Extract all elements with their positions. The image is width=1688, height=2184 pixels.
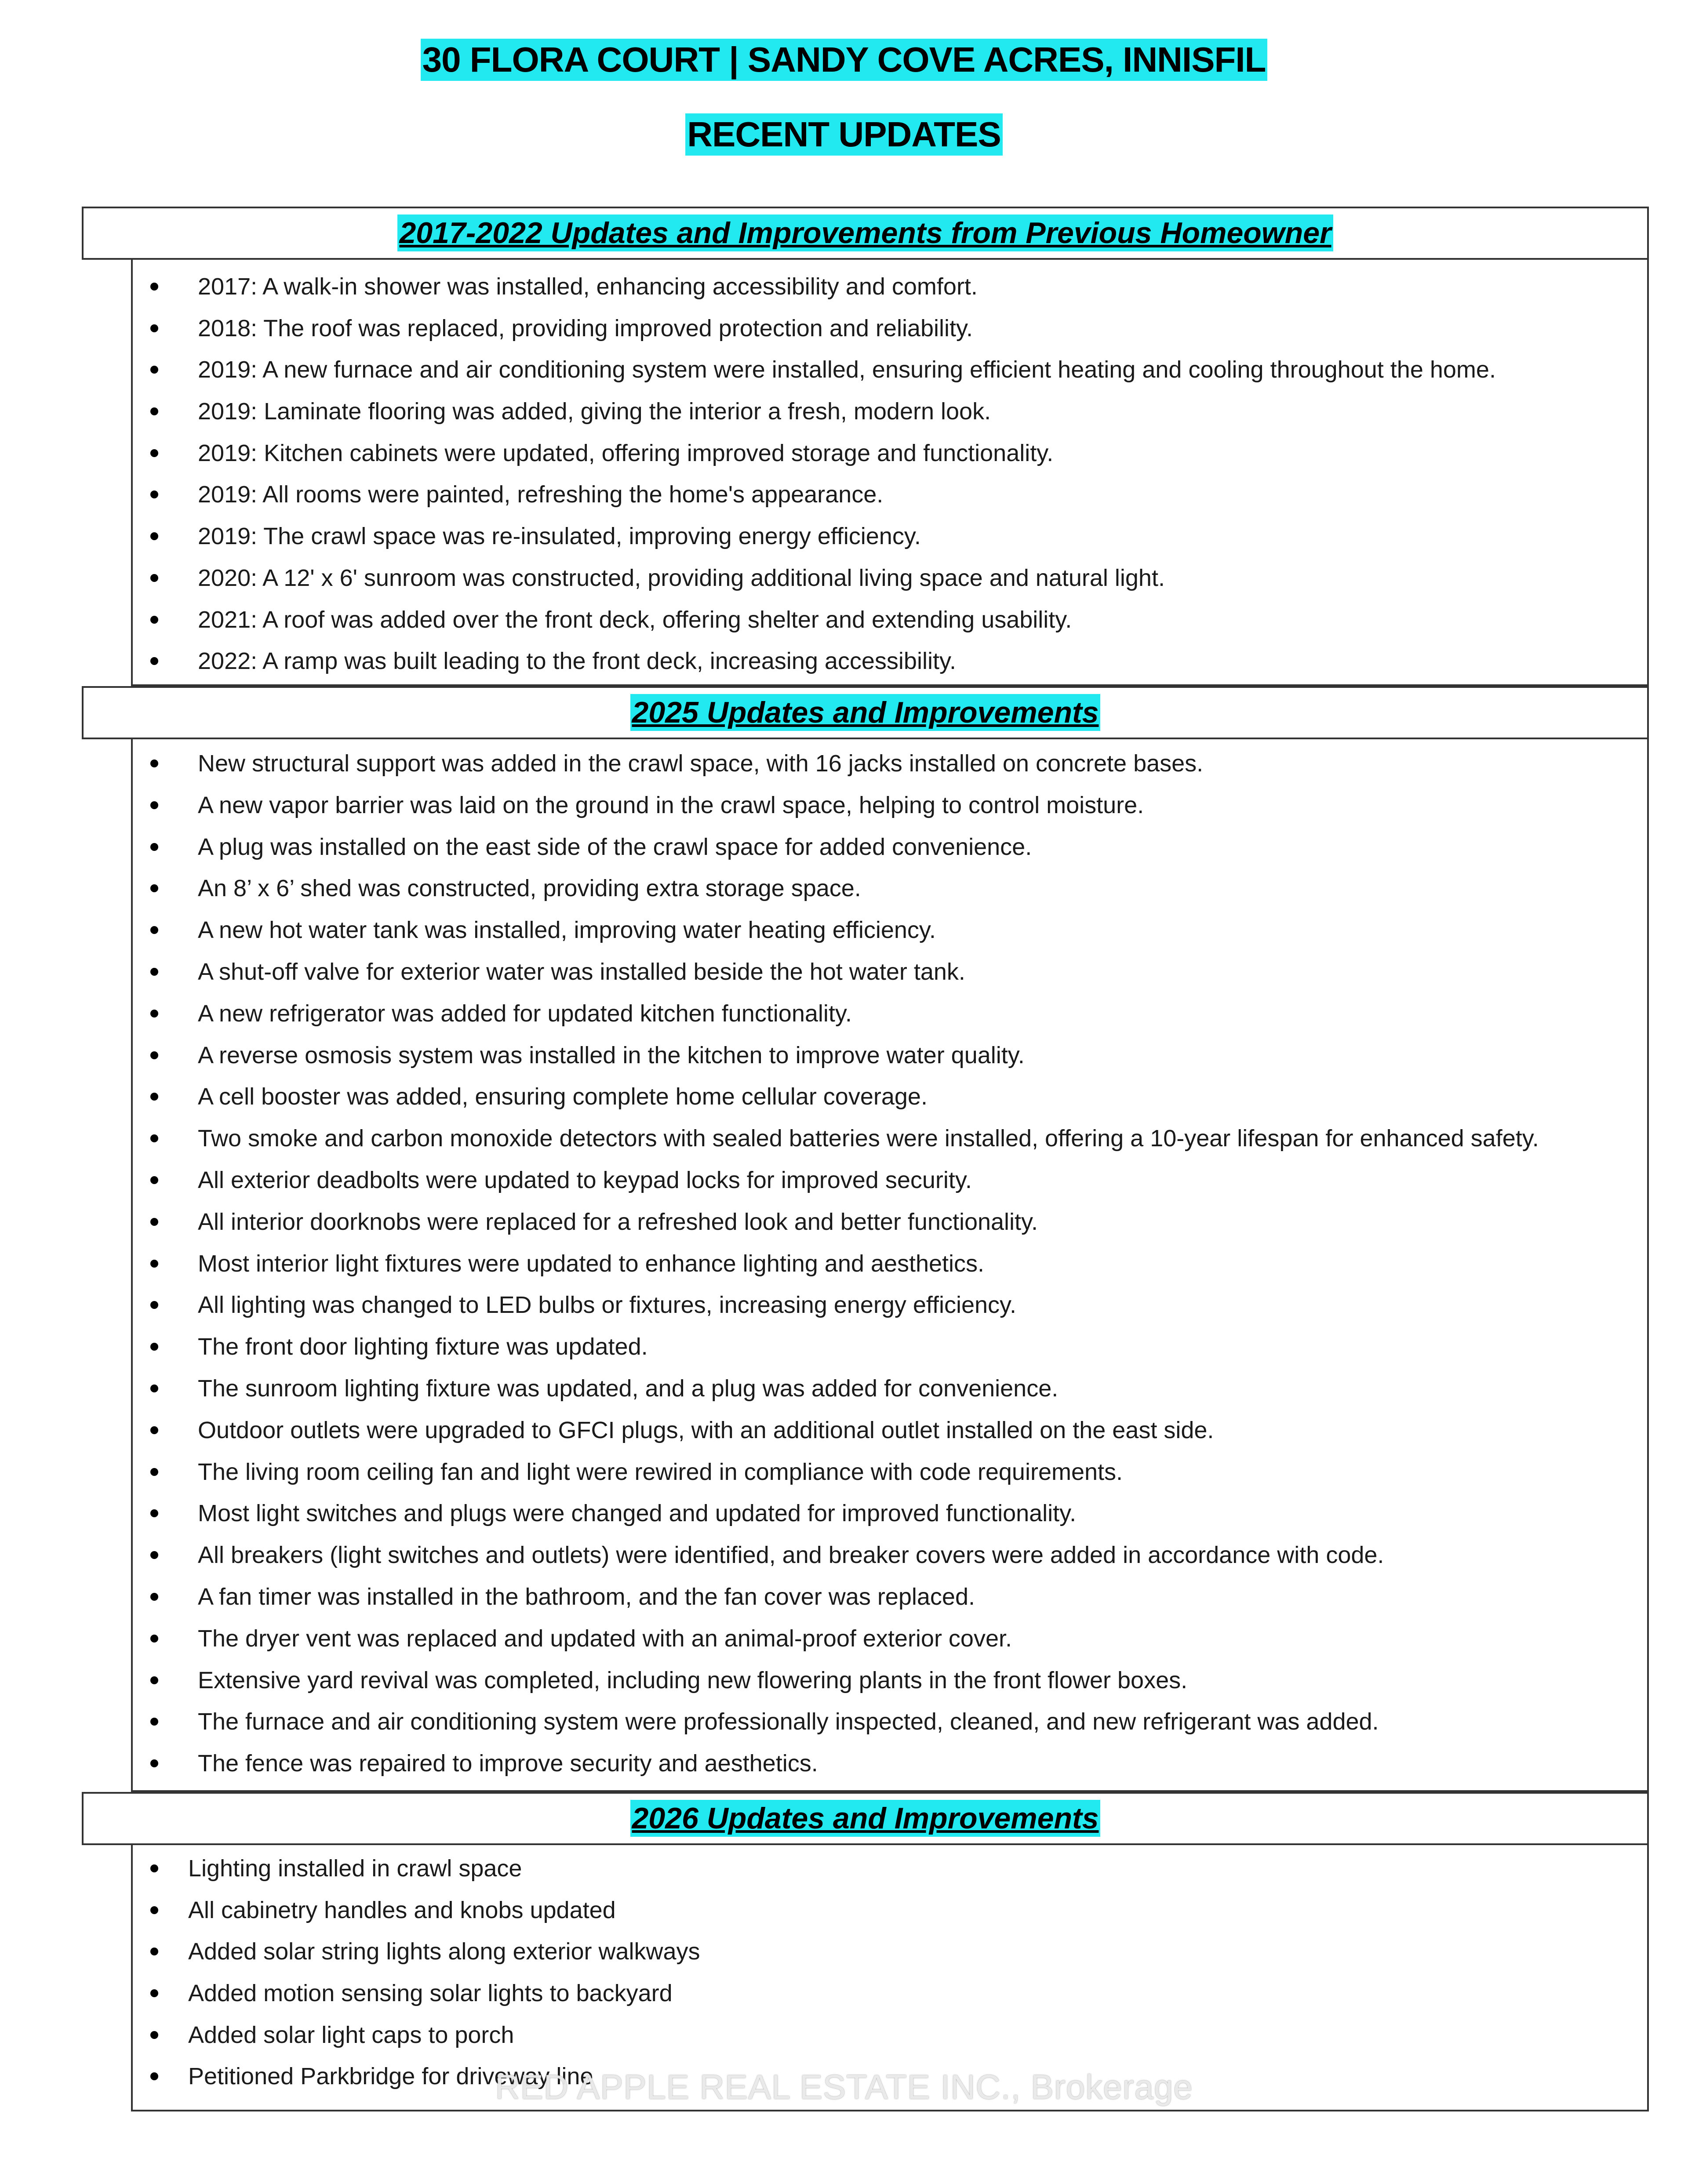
list-item-text: 2019: Laminate flooring was added, giving the interior a fresh, modern look. [198,398,991,425]
bullet-icon [150,1948,158,1955]
list-item-text: The fence was repaired to improve security and aesthetics. [198,1750,818,1777]
bullet-icon [150,1426,158,1434]
list-item [133,1620,1647,1661]
bullet-icon [150,1260,158,1268]
bullet-icon [150,1759,158,1767]
document-subtitle [0,113,1688,156]
list-item [133,745,1647,786]
bullet-icon [150,366,158,374]
list-item [133,1974,1647,2016]
bullet-icon [150,926,158,934]
section-header-2025 [82,686,1649,739]
bullet-icon [150,1718,158,1726]
list-item [133,517,1647,559]
bullet-icon [150,1989,158,1997]
section-header-2017-2022 [82,207,1649,260]
list-item [133,1328,1647,1370]
recent-updates-title: RECENT UPDATES [685,113,1002,156]
bullet-icon [150,1676,158,1684]
section-body-2017-2022 [131,260,1649,686]
list-item [133,953,1647,995]
list-item [133,1578,1647,1620]
list-item [133,268,1647,309]
bullet-icon [150,1509,158,1517]
bullet-icon [150,884,158,892]
bullet-icon [150,801,158,809]
list-item-text: The furnace and air conditioning system were professionally inspected, cleaned, and new refrigerant was added. [198,1708,1379,1735]
bullet-icon [150,324,158,332]
list-item-text: The living room ceiling fan and light were rewired in compliance with code requirements. [198,1458,1123,1485]
list-item-text: Two smoke and carbon monoxide detectors with sealed batteries were installed, offering a 10-year lifespan for enhanced safety. [198,1125,1539,1152]
list-item [133,351,1647,392]
section-heading: 2017-2022 Updates and Improvements from Previous Homeowner [397,214,1333,251]
list-item [133,1536,1647,1578]
list-item-text: A new refrigerator was added for updated kitchen functionality. [198,1000,852,1027]
bullet-icon [150,1635,158,1643]
bullet-icon [150,843,158,851]
list-item-text: Petitioned Parkbridge for driveway line [188,2063,593,2090]
list-item [133,1286,1647,1328]
list-item-text: The dryer vent was replaced and updated with an animal-proof exterior cover. [198,1625,1012,1652]
list-item [133,1453,1647,1495]
list-item-text: Added solar light caps to porch [188,2021,514,2048]
bullet-icon [150,968,158,976]
list-item-text: 2019: All rooms were painted, refreshing the home's appearance. [198,481,884,508]
bullet-icon [150,1051,158,1059]
list-item [133,786,1647,828]
list-item-text: 2018: The roof was replaced, providing improved protection and reliability. [198,315,973,342]
list-item-text: Added solar string lights along exterior walkways [188,1938,700,1965]
list-item-text: 2017: A walk-in shower was installed, enhancing accessibility and comfort. [198,273,978,300]
list-item-text: A reverse osmosis system was installed in the kitchen to improve water quality. [198,1042,1025,1068]
list-item [133,995,1647,1036]
list-item [133,869,1647,911]
list-item-text: All interior doorknobs were replaced for a refreshed look and better functionality. [198,1208,1038,1235]
update-list [133,739,1647,1786]
list-item-text: A fan timer was installed in the bathroom, and the fan cover was replaced. [198,1583,975,1610]
bullet-icon [150,449,158,457]
address-title: 30 FLORA COURT | SANDY COVE ACRES, INNISFIL [421,39,1268,81]
bullet-icon [150,1093,158,1101]
list-item-text: A new vapor barrier was laid on the ground in the crawl space, helping to control moisture. [198,792,1144,818]
list-item-text: A new hot water tank was installed, improving water heating efficiency. [198,917,936,944]
list-item-text: Added motion sensing solar lights to backyard [188,1980,673,2007]
list-item-text: Outdoor outlets were upgraded to GFCI plugs, with an additional outlet installed on the east side. [198,1417,1214,1443]
list-item-text: The sunroom lighting fixture was updated, and a plug was added for convenience. [198,1375,1059,1402]
list-item [133,1245,1647,1286]
list-item [133,1203,1647,1245]
bullet-icon [150,1906,158,1914]
list-item-text: A shut-off valve for exterior water was installed beside the hot water tank. [198,958,965,985]
update-list [133,1845,1647,2099]
list-item-text: Most light switches and plugs were changed and updated for improved functionality. [198,1500,1077,1527]
bullet-icon [150,1468,158,1476]
list-item-text: 2022: A ramp was built leading to the front deck, increasing accessibility. [198,648,956,675]
bullet-icon [150,1864,158,1872]
list-item-text: A cell booster was added, ensuring complete home cellular coverage. [198,1083,928,1110]
list-item-text: 2020: A 12' x 6' sunroom was constructed, providing additional living space and natural light. [198,564,1165,591]
section-heading: 2026 Updates and Improvements [630,1800,1101,1837]
update-list [133,260,1647,684]
list-item [133,1703,1647,1744]
list-item-text: New structural support was added in the crawl space, with 16 jacks installed on concrete bases. [198,750,1204,777]
bullet-icon [150,1593,158,1601]
bullet-icon [150,1176,158,1184]
bullet-icon [150,1134,158,1142]
list-item [133,1850,1647,1891]
list-item-text: Extensive yard revival was completed, including new flowering plants in the front flower boxes. [198,1667,1188,1693]
bullet-icon [150,532,158,540]
list-item-text: All cabinetry handles and knobs updated [188,1897,616,1923]
bullet-icon [150,1010,158,1018]
list-item-text: The front door lighting fixture was updated. [198,1334,648,1360]
list-item-text: An 8’ x 6’ shed was constructed, providing extra storage space. [198,875,861,902]
document-title [0,39,1688,81]
bullet-icon [150,1343,158,1351]
list-item-text: 2019: The crawl space was re-insulated, improving energy efficiency. [198,523,921,550]
list-item [133,559,1647,601]
list-item [133,309,1647,351]
bullet-icon [150,759,158,767]
list-item [133,1744,1647,1786]
section-heading: 2025 Updates and Improvements [630,694,1101,731]
list-item-text: 2021: A roof was added over the front deck, offering shelter and extending usability. [198,606,1072,633]
list-item [133,1891,1647,1933]
list-item [133,1036,1647,1078]
bullet-icon [150,2031,158,2039]
list-item [133,1119,1647,1161]
section-body-2025 [131,739,1649,1792]
list-item [133,1078,1647,1119]
list-item [133,1494,1647,1536]
section-header-2026 [82,1792,1649,1845]
brokerage-watermark: RED APPLE REAL ESTATE INC., Brokerage [495,2068,1193,2106]
bullet-icon [150,1551,158,1559]
list-item [133,434,1647,476]
list-item-text: A plug was installed on the east side of the crawl space for added convenience. [198,833,1032,860]
list-item [133,1161,1647,1203]
list-item-text: 2019: A new furnace and air conditioning system were installed, ensuring efficient heating and cooling throughout the home. [198,356,1496,383]
list-item [133,1370,1647,1411]
bullet-icon [150,1218,158,1226]
list-item-text: All lighting was changed to LED bulbs or fixtures, increasing energy efficiency. [198,1292,1016,1319]
list-item [133,1933,1647,1974]
list-item-text: Most interior light fixtures were updated to enhance lighting and aesthetics. [198,1250,985,1277]
bullet-icon [150,491,158,498]
bullet-icon [150,283,158,291]
list-item [133,642,1647,684]
list-item [133,2016,1647,2058]
bullet-icon [150,1301,158,1309]
list-item-text: All exterior deadbolts were updated to keypad locks for improved security. [198,1166,972,1193]
bullet-icon [150,657,158,665]
list-item [133,1661,1647,1703]
list-item [133,911,1647,953]
bullet-icon [150,407,158,415]
list-item [133,828,1647,870]
list-item [133,476,1647,517]
list-item [133,601,1647,643]
list-item-text: 2019: Kitchen cabinets were updated, offering improved storage and functionality. [198,440,1054,466]
bullet-icon [150,1385,158,1392]
list-item [133,1411,1647,1453]
bullet-icon [150,616,158,624]
list-item-text: All breakers (light switches and outlets) were identified, and breaker covers were added in accordance with code. [198,1542,1384,1569]
bullet-icon [150,574,158,582]
list-item [133,392,1647,434]
list-item-text: Lighting installed in crawl space [188,1855,522,1882]
